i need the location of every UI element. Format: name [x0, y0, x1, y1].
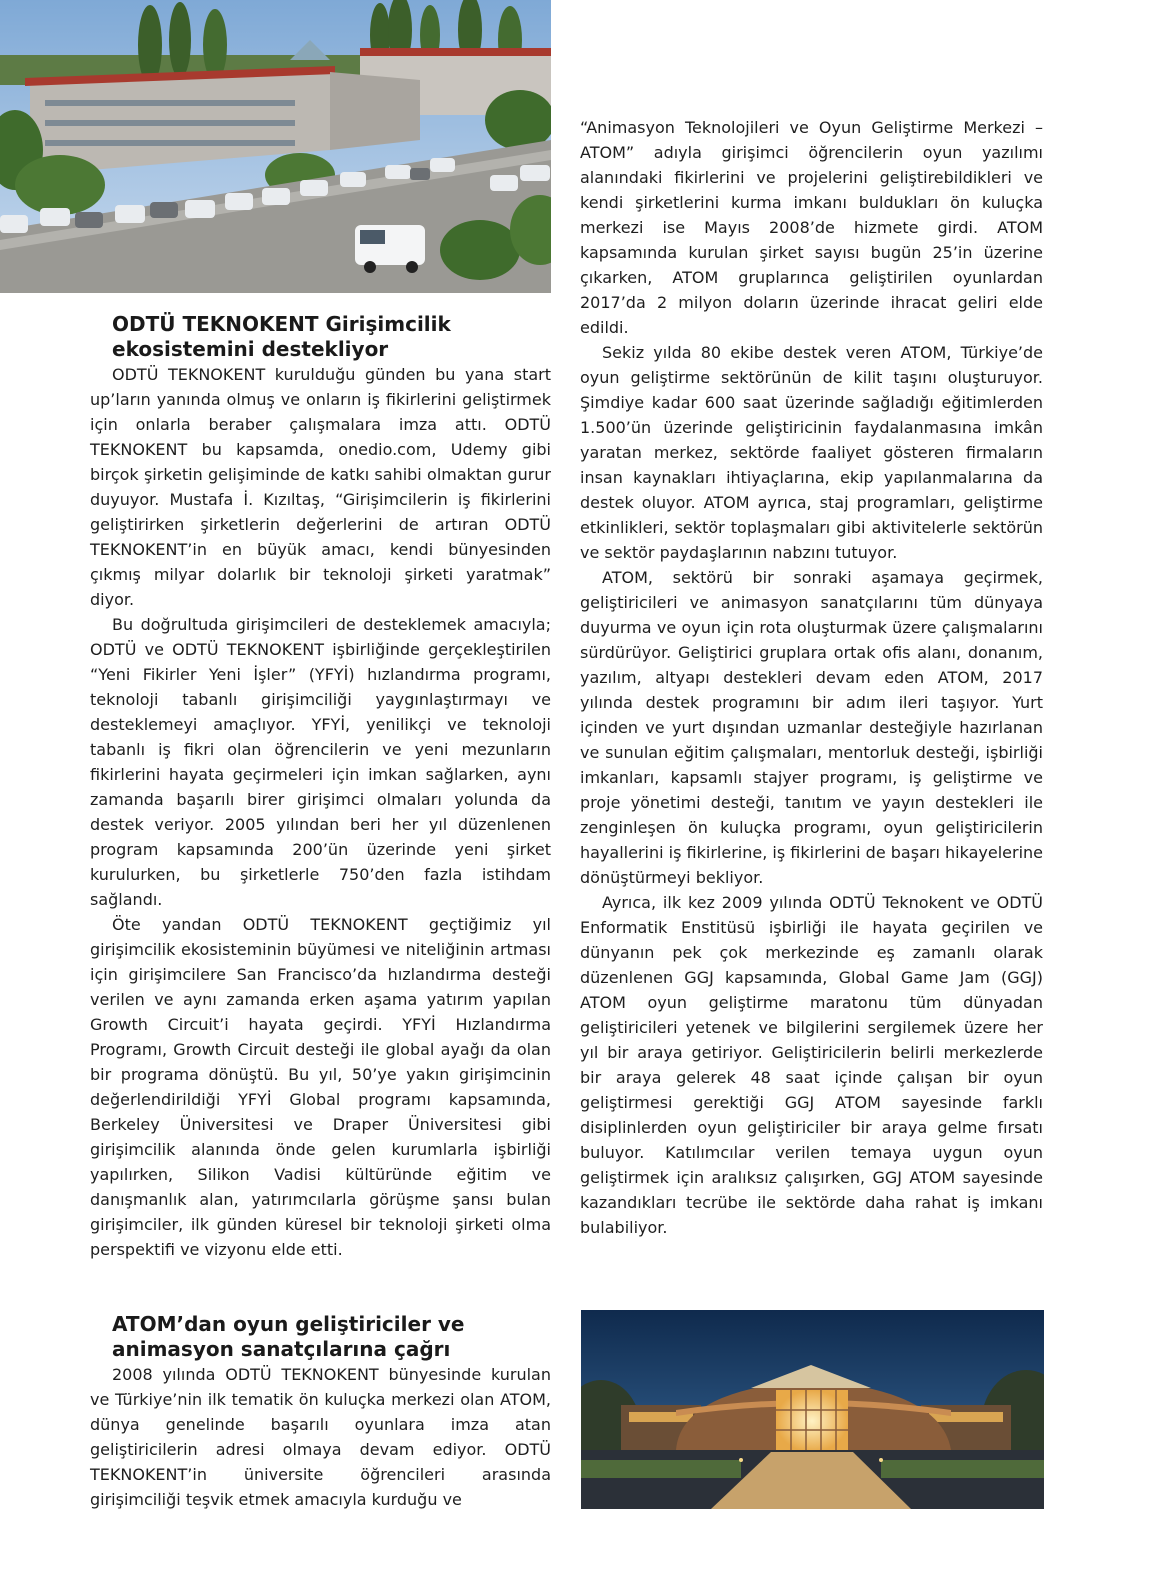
campus-building-photo: [0, 0, 551, 293]
right-paragraph-3: ATOM, sektörü bir sonraki aşamaya geçirmek, geliştiricileri ve animasyon sanatçılarını tüm dünyaya duyurma ve oyun için rota oluşturmak üzere çalışmalarını sürdürüyor. Geliştirici gruplara ortak ofis alanı, donanım, yazılım, altyapı destekleri devam eden ATOM, 2017 yılında destek programını bir adım ileri taşıyor. Yurt içinden ve yurt dışından uzmanlar desteğiyle hazırlanan ve sunulan eğitim çalışmaları, mentorluk desteği, işbirliği imkanları, kapsamlı stajyer programı, iş geliştirme ve proje yönetimi desteği, tanıtım ve yayın destekleri ile zenginleşen ön kuluçka programı, oyun geliştiricilerin hayallerini iş fikirlerine, iş fikirlerini de başarı hikayelerine dönüştürmeyi bekliyor.: [580, 568, 1043, 887]
section1-heading-line2: ekosistemini destekliyor: [112, 337, 389, 361]
atom-building-night-photo: [581, 1310, 1044, 1509]
section1-heading: [90, 312, 551, 362]
section2-paragraph: 2008 yılında ODTÜ TEKNOKENT bünyesinde kurulan ve Türkiye’nin ilk tematik ön kuluçka merkezi olan ATOM, dünya genelinde başarılı oyunlara imza atan geliştiricilerin adresi olmaya devam ediyor. ODTÜ TEKNOKENT’in üniversite öğrencileri arasında girişimciliği teşvik etmek amacıyla kurduğu ve: [90, 1365, 551, 1509]
right-paragraph-1: “Animasyon Teknolojileri ve Oyun Geliştirme Merkezi – ATOM” adıyla girişimci öğrencilerin oyun yazılımı alanındaki fikirlerini ve projelerini geliştirebildikleri ve kendi şirketlerini kurma imkanı buldukları ön kuluçka merkezi ise Mayıs 2008’de hizmete girdi. ATOM kapsamında kurulan şirket sayısı bugün 25’in üzerine çıkarken, ATOM gruplarınca geliştirilen oyunlardan 2017’da 2 milyon doların üzerinde ihracat geliri elde edildi.: [580, 118, 1043, 337]
section1-paragraph-1: ODTÜ TEKNOKENT kurulduğu günden bu yana start up’ların yanında olmuş ve onların iş fikirlerini geliştirmek için onlarla beraber çalışmalara imza attı. ODTÜ TEKNOKENT bu kapsamda, onedio.com, Udemy gibi birçok şirketin gelişiminde de katkı sahibi olmaktan gurur duyuyor. Mustafa İ. Kızıltaş, “Girişimcilerin iş fikirlerini geliştirirken şirketlerin değerlerini de artıran ODTÜ TEKNOKENT’in en büyük amacı, kendi bünyesinden çıkmış milyar dolarlık bir teknoloji şirketi yaratmak” diyor.: [90, 365, 551, 609]
section1-paragraph-2: Bu doğrultuda girişimcileri de desteklemek amacıyla; ODTÜ ve ODTÜ TEKNOKENT işbirliğinde gerçekleştirilen “Yeni Fikirler Yeni İşler” (YFYİ) hızlandırma programı, teknoloji tabanlı girişimciliği yaygınlaştırmayı ve desteklemeyi amaçlıyor. YFYİ, yenilikçi ve teknoloji tabanlı iş fikri olan öğrencilerin ve yeni mezunların fikirlerini hayata geçirmeleri için imkan sağlarken, aynı zamanda başarılı birer girişimci olmaları yolunda da destek veriyor. 2005 yılından beri her yıl düzenlenen program kapsamında 200’ün üzerinde yeni şirket kurulurken, bu şirketlerle 750’den fazla istihdam sağlandı.: [90, 615, 551, 909]
section2-heading-line1: ATOM’dan oyun geliştiriciler ve: [112, 1312, 465, 1336]
section2-heading-line2: animasyon sanatçılarına çağrı: [112, 1337, 451, 1361]
right-paragraph-2: Sekiz yılda 80 ekibe destek veren ATOM, Türkiye’de oyun geliştirme sektörünün de kilit taşını oluşturuyor. Şimdiye kadar 600 saat üzerinde sağladığı eğitimlerden 1.500’ün üzerinde geliştiricinin faydalanmasına imkân yaratan merkez, sektörde faaliyet gösteren firmaların insan kaynakları ihtiyaçlarına, ekip yapılanmalarına da destek oluyor. ATOM ayrıca, staj programları, geliştirme etkinlikleri, sektör toplaşmaları gibi aktivitelerle sektörün ve sektör paydaşlarının nabzını tutuyor.: [580, 343, 1043, 562]
section1-paragraph-3: Öte yandan ODTÜ TEKNOKENT geçtiğimiz yıl girişimcilik ekosisteminin büyümesi ve niteliğinin artması için girişimcilere San Francisco’da hızlandırma desteği verilen ve aynı zamanda erken aşama yatırım yapılan Growth Circuit’i hayata geçirdi. YFYİ Hızlandırma Programı, Growth Circuit desteği ile global ayağı da olan bir programa dönüştü. Bu yıl, 50’ye yakın girişimcinin değerlendirildiği YFYİ Global programı kapsamında, Berkeley Üniversitesi ve Draper Üniversitesi gibi girişimcilik alanında önde gelen kurumlarla işbirliği yapılırken, Silikon Vadisi kültüründe eğitim ve danışmanlık alan, yatırımcılarla görüşme şansı bulan girişimciler, ilk günden küresel bir teknoloji şirketi olma perspektifi ve vizyonu elde etti.: [90, 915, 551, 1259]
section1-heading-line1: ODTÜ TEKNOKENT Girişimcilik: [112, 312, 451, 336]
right-paragraph-4: Ayrıca, ilk kez 2009 yılında ODTÜ Teknokent ve ODTÜ Enformatik Enstitüsü işbirliği ile hayata geçirilen ve dünyanın pek çok merkezinde eş zamanlı olarak düzenlenen GGJ kapsamında, Global Game Jam (GGJ) ATOM oyun geliştirme maratonu tüm dünyadan geliştiricileri yetenek ve bilgilerini sergilemek üzere her yıl bir araya getiriyor. Geliştiricilerin belirli merkezlerde bir araya gelerek 48 saat içinde çalışan bir oyun geliştirmesi gerektiği GGJ ATOM sayesinde farklı disiplinlerden oyun geliştiriciler bir araya gelme fırsatı buluyor. Katılımcılar verilen temaya uygun oyun geliştirmek için aralıksız çalışırken, GGJ ATOM sayesinde kazandıkları tecrübe ile sektörde daha rahat iş imkanı bulabiliyor.: [580, 893, 1043, 1237]
section2-heading: [90, 1312, 551, 1362]
section-entrepreneurship: [90, 312, 551, 1262]
right-column: [580, 115, 1043, 1240]
section-atom: [90, 1312, 551, 1512]
